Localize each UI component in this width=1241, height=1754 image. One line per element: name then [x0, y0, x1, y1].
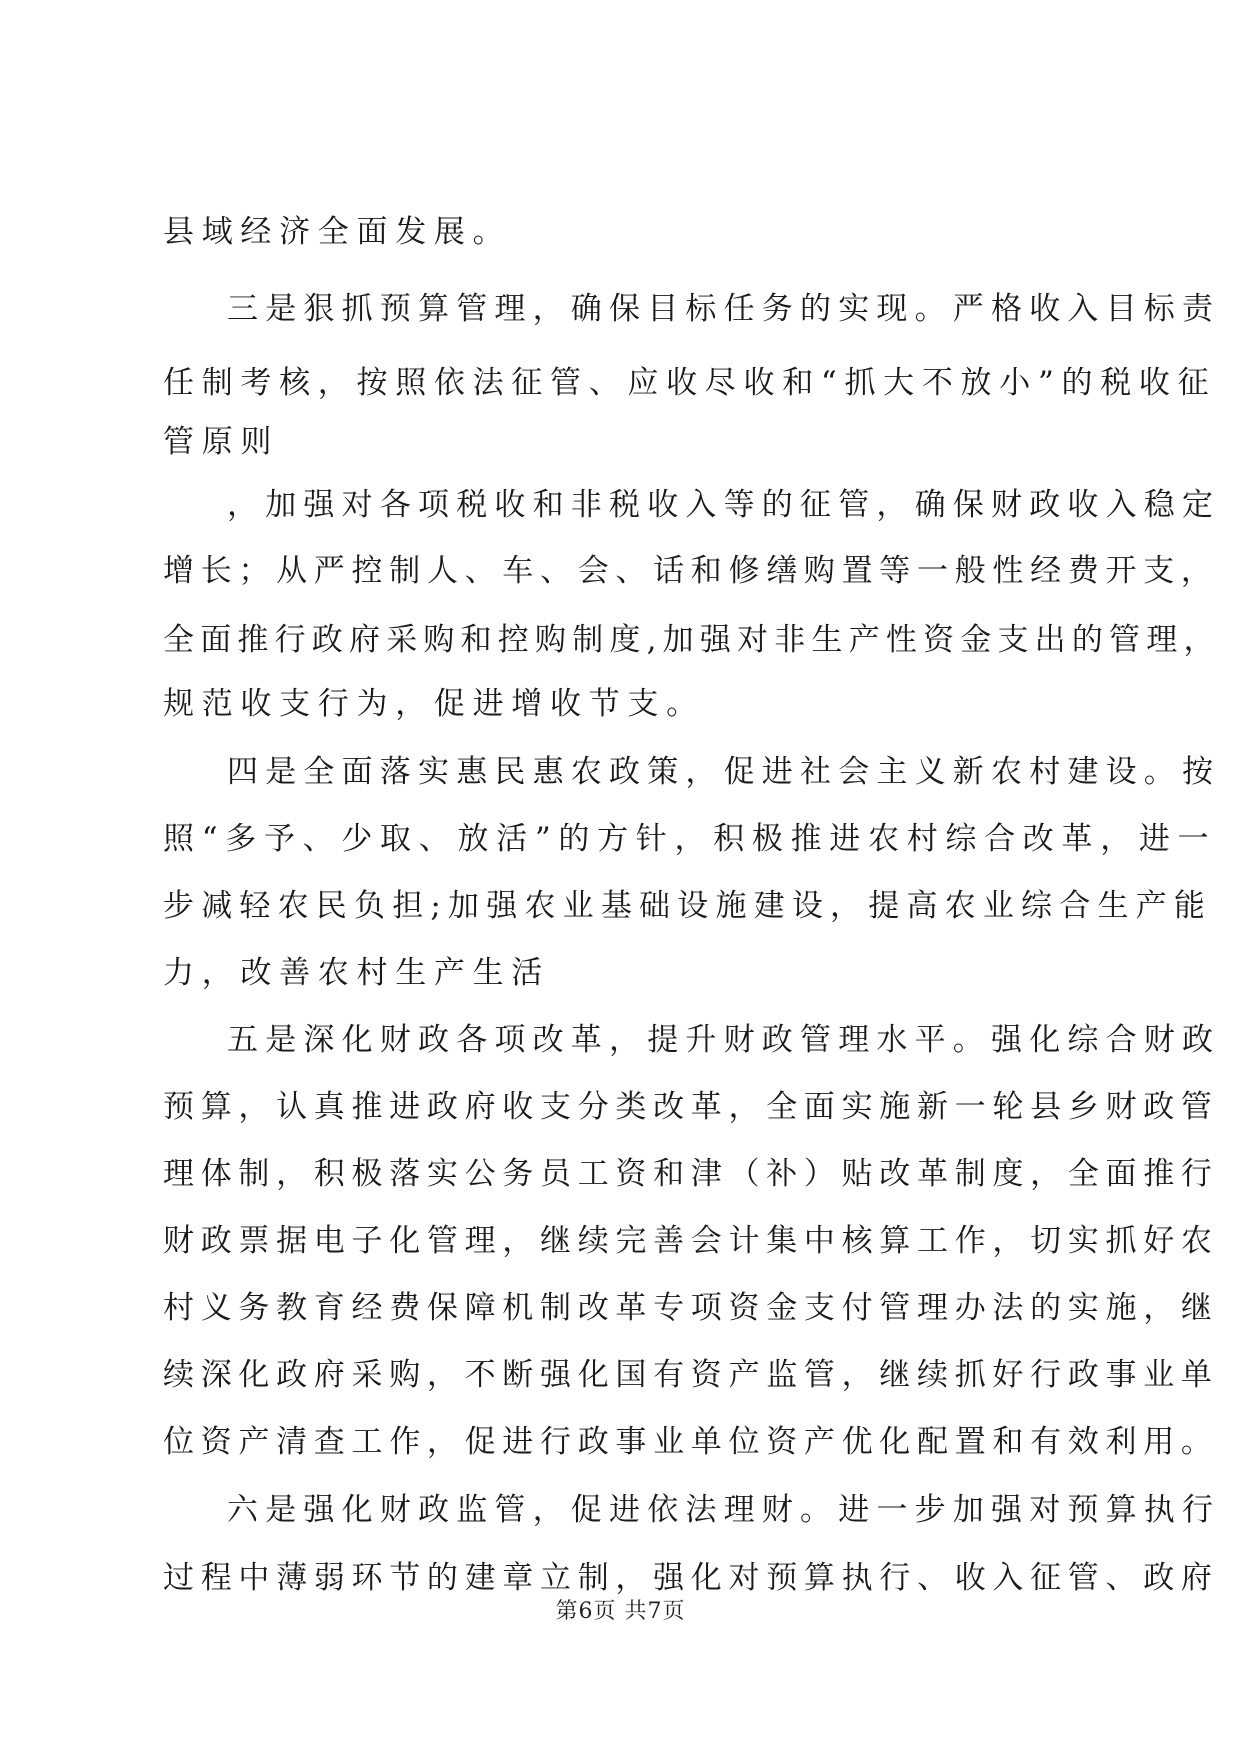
text-line: 规范收支行为，促进增收节支。 — [163, 686, 705, 722]
page-footer: 第6页 共7页 — [555, 1599, 686, 1624]
text-line: ，加强对各项税收和非税收入等的征管，确保财政收入稳定 — [227, 487, 1221, 523]
text-line: 理体制，积极落实公务员工资和津（补）贴改革制度，全面推行 — [163, 1156, 1219, 1192]
text-line: 五是深化财政各项改革，提升财政管理水平。强化综合财政 — [227, 1022, 1221, 1058]
text-line: 步减轻农民负担;加强农业基础设施建设，提高农业综合生产能 — [163, 888, 1213, 924]
text-line: 任制考核，按照依法征管、应收尽收和“抓大不放小”的税收征 — [163, 365, 1217, 401]
text-line: 六是强化财政监管，促进依法理财。进一步加强对预算执行 — [227, 1492, 1221, 1528]
text-line: 力，改善农村生产生活 — [163, 955, 550, 991]
text-line: 全面推行政府采购和控购制度,加强对非生产性资金支出的管理， — [163, 622, 1221, 658]
text-line: 增长；从严控制人、车、会、话和修缮购置等一般性经费开支， — [163, 553, 1219, 589]
text-line: 照“多予、少取、放活”的方针，积极推进农村综合改革，进一 — [163, 821, 1217, 857]
text-line: 县域经济全面发展。 — [163, 214, 512, 250]
text-line: 四是全面落实惠民惠农政策，促进社会主义新农村建设。按 — [227, 754, 1221, 790]
text-line: 管原则 — [163, 424, 280, 460]
text-line: 预算，认真推进政府收支分类改革，全面实施新一轮县乡财政管 — [163, 1089, 1219, 1125]
text-line: 位资产清查工作，促进行政事业单位资产优化配置和有效利用。 — [163, 1424, 1219, 1460]
text-line: 财政票据电子化管理，继续完善会计集中核算工作，切实抓好农 — [163, 1223, 1219, 1259]
text-line: 三是狠抓预算管理，确保目标任务的实现。严格收入目标责 — [227, 291, 1221, 327]
text-line: 村义务教育经费保障机制改革专项资金支付管理办法的实施，继 — [163, 1290, 1219, 1326]
text-line: 过程中薄弱环节的建章立制，强化对预算执行、收入征管、政府 — [163, 1560, 1219, 1596]
text-line: 续深化政府采购，不断强化国有资产监管，继续抓好行政事业单 — [163, 1357, 1219, 1393]
